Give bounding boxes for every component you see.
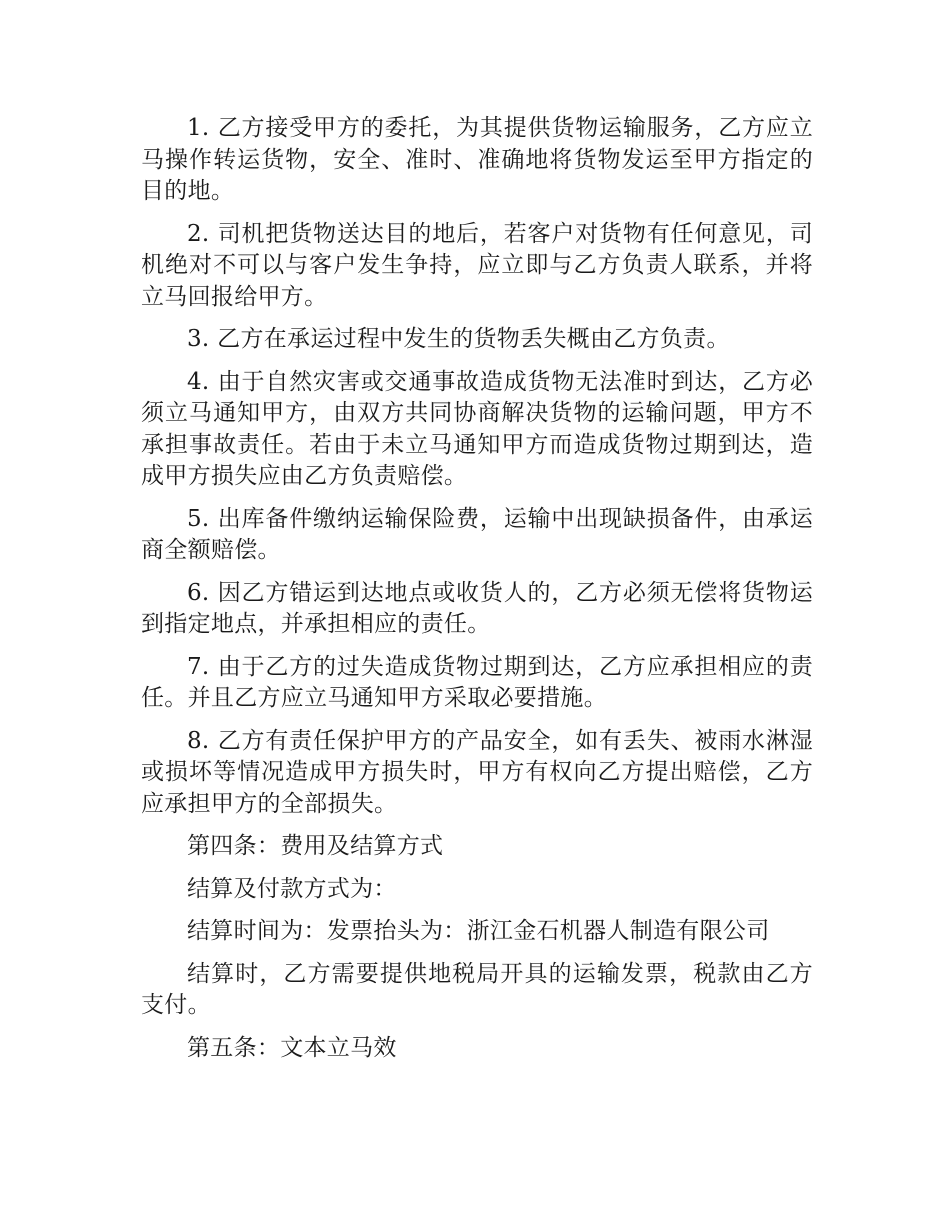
clause-7: 7. 由于乙方的过失造成货物过期到达，乙方应承担相应的责任。并且乙方应立马通知甲方采取必要措施。 [141, 653, 813, 711]
clause-4: 4. 由于自然灾害或交通事故造成货物无法准时到达，乙方必须立马通知甲方，由双方共同协商解决货物的运输问题，甲方不承担事故责任。若由于未立马通知甲方而造成货物过期到达，造成甲方损失应由乙方负责赔偿。 [141, 368, 813, 489]
clause-5: 5. 出库备件缴纳运输保险费，运输中出现缺损备件，由承运商全额赔偿。 [141, 505, 813, 563]
clause-6: 6. 因乙方错运到达地点或收货人的，乙方必须无偿将货物运到指定地点，并承担相应的责任。 [141, 579, 813, 637]
invoice-tax-line: 结算时，乙方需要提供地税局开具的运输发票，税款由乙方支付。 [141, 960, 813, 1018]
section-heading-5: 第五条：文本立马效 [187, 1034, 397, 1061]
settlement-time-line: 结算时间为：发票抬头为：浙江金石机器人制造有限公司 [187, 918, 770, 944]
document-body [141, 113, 813, 1075]
section-heading-4: 第四条：费用及结算方式 [187, 833, 444, 859]
clause-2: 2. 司机把货物送达目的地后，若客户对货物有任何意见，司机绝对不可以与客户发生争持，应立即与乙方负责人联系，并将立马回报给甲方。 [141, 220, 813, 310]
clause-1: 1. 乙方接受甲方的委托，为其提供货物运输服务，乙方应立马操作转运货物，安全、准时、准确地将货物发运至甲方指定的目的地。 [141, 115, 813, 204]
clause-8: 8. 乙方有责任保护甲方的产品安全，如有丢失、被雨水淋湿或损坏等情况造成甲方损失时，甲方有权向乙方提出赔偿，乙方应承担甲方的全部损失。 [141, 727, 813, 817]
payment-method-line: 结算及付款方式为： [187, 875, 397, 902]
clause-3: 3. 乙方在承运过程中发生的货物丢失概由乙方负责。 [187, 326, 730, 352]
